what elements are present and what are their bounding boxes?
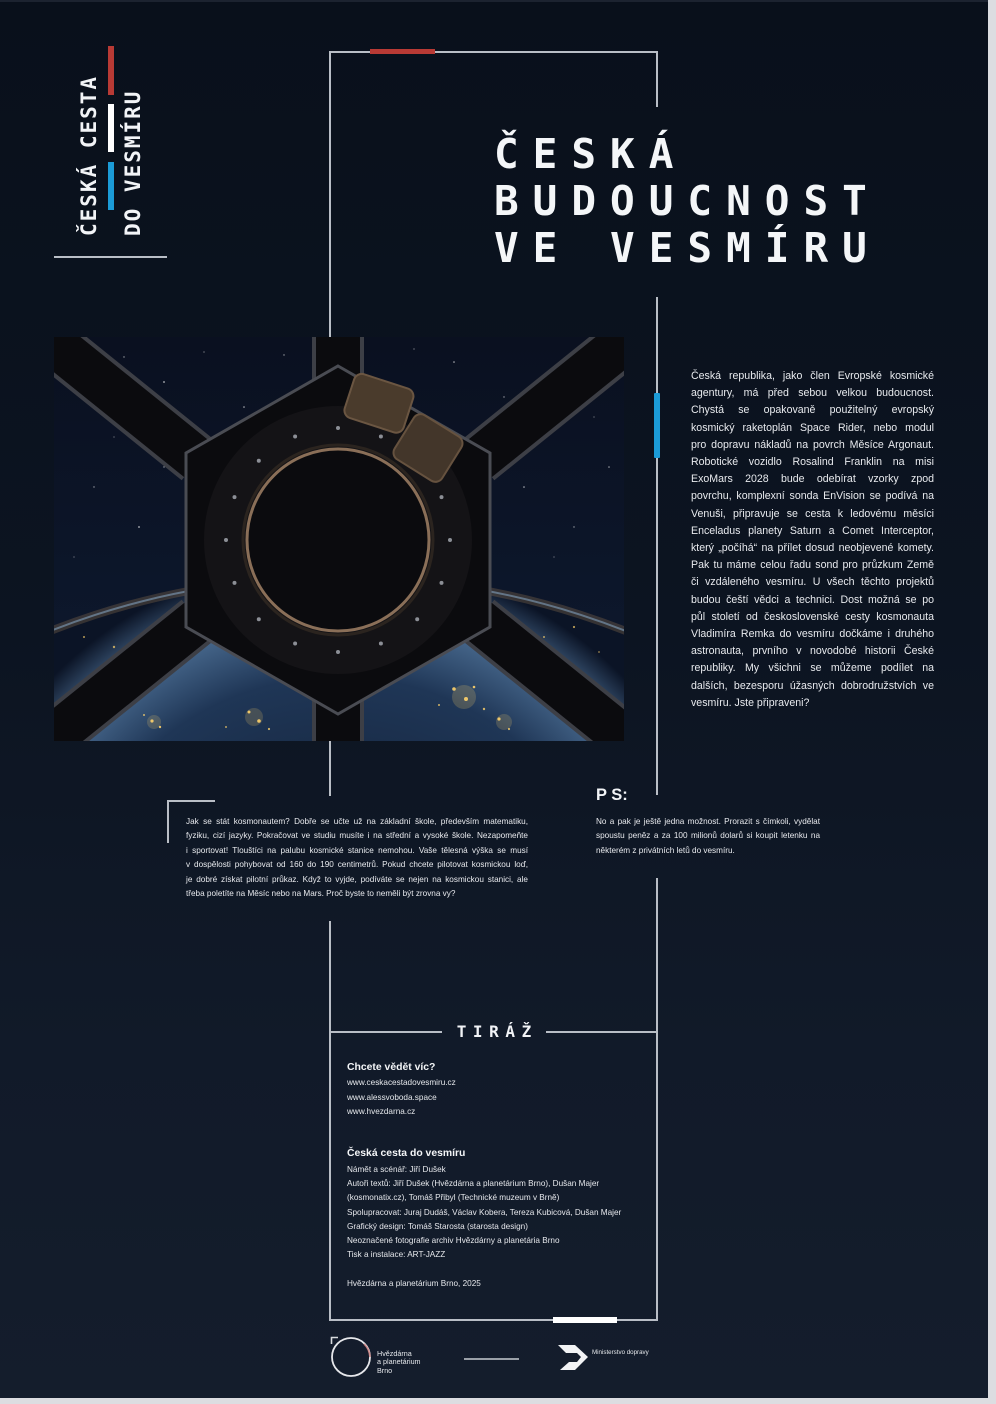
ps-paragraph — [596, 815, 820, 858]
more-info-links — [347, 1076, 456, 1120]
logo-text-line: Hvězdárna — [377, 1349, 412, 1358]
text-line: v dospělosti pohybovat od 160 do 190 centimetrů. Pokud chcete pilotovat kosmickou loď, — [186, 860, 528, 870]
text-line: kosmický raketoplán Space Rider, nebo modul — [691, 421, 934, 434]
colophon-rule-right — [546, 1031, 657, 1033]
website-link: www.ceskacestadovesmiru.cz — [347, 1078, 456, 1087]
credit-line: Neoznačené fotografie archiv Hvězdárny a planetária Brno — [347, 1236, 560, 1246]
frame-left-line-1 — [329, 51, 331, 341]
frame-top-red-accent — [370, 49, 435, 54]
flag-bar-red — [108, 46, 114, 95]
viewer-edge-bottom — [0, 1398, 996, 1404]
frame-right-blue-accent — [654, 393, 660, 458]
text-line: astronauta, prvního v novodobé historii České — [691, 645, 934, 658]
website-link: www.hvezdarna.cz — [347, 1107, 416, 1117]
text-line: Česká republika, jako člen Evropské kosmické — [691, 370, 934, 382]
text-line: Robotické vozidlo Rosalind Franklin na misi — [691, 456, 934, 469]
title-line: VE VESMÍRU — [494, 224, 881, 272]
website-link: www.alessvoboda.space — [347, 1092, 437, 1102]
text-line: Enceladus planety Saturn a Comet Interceptor, — [691, 524, 934, 537]
text-line: ExoMars 2028 bude odebírat vzorky zpod — [691, 473, 934, 486]
logo-text-line: Brno — [377, 1365, 393, 1375]
text-line: třeba poletíte na Měsíc nebo na Mars. Proč byste to neměli být zrovna vy? — [186, 889, 456, 899]
logo-text-line: a planetárium — [377, 1357, 421, 1367]
flag-bar-white — [108, 104, 114, 152]
text-line: Pak tu máme celou řadu sond pro průzkum Země — [691, 559, 934, 572]
text-line: budou čeští vědci a technici. Dost možná se po — [691, 593, 934, 606]
intro-paragraph — [691, 368, 934, 712]
chevron-arrow-logo-icon — [558, 1345, 594, 1371]
page-title — [494, 131, 881, 272]
text-line: který „počíhá“ na přílet dosud neobjevené komety. — [691, 542, 934, 555]
colophon-footer: Hvězdárna a planetárium Brno, 2025 — [347, 1279, 481, 1288]
text-line: půl století od československé cesty kosmonauta — [691, 610, 934, 623]
text-line: povrchu, komplexní sonda EnVision se podívá na — [691, 490, 934, 503]
astronaut-info-paragraph — [186, 815, 528, 901]
frame-left-line-3 — [329, 921, 331, 1321]
text-line: republiky. My všichni se můžeme podílet na — [691, 662, 934, 675]
credit-line: Námět a scénář: Jiří Dušek — [347, 1165, 446, 1174]
text-line: Chystá se opakovaně použitelný evropský — [691, 404, 934, 417]
credit-line: Tisk a instalace: ART-JAZZ — [347, 1250, 446, 1260]
credit-line: Autoři textů: Jiří Dušek (Hvězdárna a planetárium Brno), Dušan Majer — [347, 1179, 600, 1189]
frame-right-line-2 — [656, 297, 658, 795]
flag-bar-blue — [108, 162, 114, 210]
observatory-logo-text — [377, 1350, 421, 1375]
frame-right-line-1 — [656, 51, 658, 107]
text-line: Vladimíra Remka do vesmíru dočkáme i druhého — [691, 628, 934, 641]
title-line: ČESKÁ — [494, 130, 688, 178]
text-line: vesmíru. Jste připraveni? — [691, 696, 810, 709]
credit-line: Grafický design: Tomáš Starosta (starosta design) — [347, 1221, 528, 1231]
ring-logo-icon — [330, 1336, 374, 1380]
viewer-edge-right — [988, 0, 996, 1404]
text-line: je dobré získat pilotní průkaz. Když to vyjde, podíváte se nejen na kosmickou stanici, ale — [186, 874, 528, 884]
text-line: dalších, bezesporu úžasných dobrodružstvích ve — [691, 679, 934, 692]
frame-bottom-white-accent — [553, 1317, 617, 1323]
frame-left-line-2 — [329, 741, 331, 796]
bracket-vertical — [167, 800, 169, 843]
credit-line: Spolupracovat: Juraj Dudáš, Václav Kobera, Tereza Kubicová, Dušan Majer — [347, 1207, 622, 1217]
cupola-earth-photo — [54, 337, 624, 741]
text-line: No a pak je ještě jedna možnost. Prorazit s čímkoli, vydělat — [596, 817, 820, 826]
text-line: fyziku, cizí jazyky. Pokračovat ve studiu musíte i na střední a vysoké škole. Nezapomeňte — [186, 831, 528, 841]
more-info-heading: Chcete vědět víc? — [347, 1062, 436, 1073]
text-line: některém z privátních letů do vesmíru. — [596, 845, 735, 855]
frame-right-line-3 — [656, 878, 658, 1321]
side-title-line2: DO VESMÍRU — [121, 89, 145, 236]
text-line: Venuši, připravuje se cesta k ledovému měsíci — [691, 507, 934, 520]
title-line: BUDOUCNOST — [494, 177, 881, 225]
side-title-line1: ČESKÁ CESTA — [77, 74, 101, 236]
side-title-underline — [54, 256, 167, 258]
text-line: agentury, má před sebou velkou budoucnost. — [691, 387, 934, 400]
text-line: pro dopravu nákladů na povrch Měsíce Argonaut. — [691, 438, 934, 451]
credits-list — [347, 1163, 621, 1262]
logo-divider — [464, 1358, 519, 1360]
text-line: či vzdáleného vesmíru. U všech těchto projektů — [691, 576, 934, 589]
bracket-horizontal — [167, 800, 215, 802]
text-line: i sportovat! Tlouštíci na palubu kosmické stanice nemohou. Vaše tělesná výška se musí — [186, 845, 528, 855]
top-edge — [0, 0, 988, 2]
colophon-rule-left — [330, 1031, 442, 1033]
text-line: spoustu peněz a za 100 milionů dolarů si koupit letenku na — [596, 831, 820, 841]
ministry-logo-text: Ministerstvo dopravy — [592, 1349, 649, 1356]
credits-heading: Česká cesta do vesmíru — [347, 1148, 466, 1159]
colophon-heading: TIRÁŽ — [456, 1022, 538, 1041]
credit-line: (kosmonatix.cz), Tomáš Přibyl (Technické muzeum v Brně) — [347, 1193, 560, 1203]
ps-heading: P S: — [596, 786, 628, 804]
text-line: Jak se stát kosmonautem? Dobře se učte už na základní škole, především matematiku, — [186, 817, 528, 826]
